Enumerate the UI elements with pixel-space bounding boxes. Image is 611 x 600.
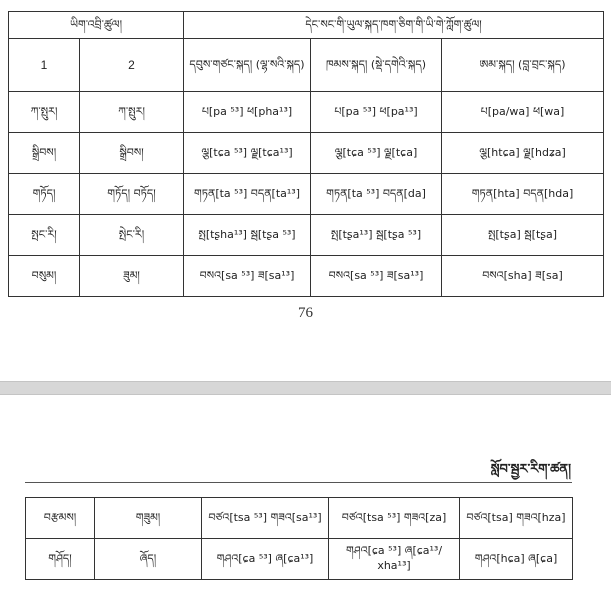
page-separator <box>0 381 611 395</box>
table-row <box>9 256 604 297</box>
table-cell: ཀ་སྤུར། <box>9 92 80 133</box>
table-cell: བཙའ[tsa] གཟའ[hza] <box>460 498 573 539</box>
table-cell: ལྕ[tɕa ⁵³] ལྗ[tɕa¹³] <box>184 133 311 174</box>
table-cell: གཤའ[hɕa] ཞ[ɕa] <box>460 539 573 580</box>
header-dialect-readings: དེང་སང་གི་ཡུལ་སྐད་ཁག་ཅིག་གི་ཡི་གེ་ཀློག་ཚུལ། <box>184 12 604 39</box>
table-cell: སྤང་རི། <box>9 215 80 256</box>
table-cell: བསའ[sa ⁵³] ཟ[sa¹³] <box>184 256 311 297</box>
table-cell: གཏོད། བཏོད། <box>80 174 184 215</box>
header-spelling: ཡིག་འབྲི་ཚུལ། <box>9 12 184 39</box>
header-rule <box>25 482 572 483</box>
table-cell: ཟུམ། <box>80 256 184 297</box>
table-cell: གཏན[ta ⁵³] བདན[da] <box>311 174 442 215</box>
subheader-col-2: 2 <box>80 39 184 92</box>
table-cell: གཟུམ། <box>95 498 202 539</box>
table-cell: བརྩམས། <box>26 498 95 539</box>
table-cell: བཙའ[tsa ⁵³] གཟའ[sa¹³] <box>202 498 329 539</box>
table-cell: པ[pa/wa] ཕ[wa] <box>442 92 604 133</box>
subheader-kham: ཁམས་སྐད། (སྡེ་དགེའི་སྐད) <box>311 39 442 92</box>
table-cell: ལྕ[htɕa] ལྗ[hdʑa] <box>442 133 604 174</box>
dialect-table-bottom <box>25 497 573 580</box>
subheader-u-tsang: དབུས་གཙང་སྐད། (ལྷ་སའི་སྐད) <box>184 39 311 92</box>
table-cell: བསུམ། <box>9 256 80 297</box>
table-cell: ཞོད། <box>95 539 202 580</box>
table-cell: གཤོད། <box>26 539 95 580</box>
table-cell: སྒྲིབས། <box>80 133 184 174</box>
running-head: སློབ་སྦྱར་རིག་ཚན། <box>490 462 571 477</box>
table-cell: པ[pa ⁵³] ཕ[pha¹³] <box>184 92 311 133</box>
table-cell: གཤའ[ɕa ⁵³] ཞ[ɕa¹³/ xha¹³] <box>329 539 460 580</box>
table-row <box>9 92 604 133</box>
table-cell: གཏན[hta] བདན[hda] <box>442 174 604 215</box>
table-cell: བསའ[sha] ཟ[sa] <box>442 256 604 297</box>
page-number: 76 <box>298 305 313 321</box>
table-cell: སྤ[tʂha¹³] སྦ[tʂa ⁵³] <box>184 215 311 256</box>
table-row <box>9 133 604 174</box>
dialect-table-top <box>8 11 604 297</box>
table-row <box>26 539 573 580</box>
table-cell: བཙའ[tsa ⁵³] གཟའ[za] <box>329 498 460 539</box>
table-row <box>9 174 604 215</box>
table-cell: གཤའ[ɕa ⁵³] ཞ[ɕa¹³] <box>202 539 329 580</box>
table-cell: གཏོད། <box>9 174 80 215</box>
table-cell: སྒྲིབས། <box>9 133 80 174</box>
subheader-amdo: ཨམ་སྐད། (བླ་བྲང་སྐད) <box>442 39 604 92</box>
table-cell: སྤ[tʂa¹³] སྦ[tʂa ⁵³] <box>311 215 442 256</box>
subheader-col-1: 1 <box>9 39 80 92</box>
table-cell: སྤེང་རི། <box>80 215 184 256</box>
table-cell: བསའ[sa ⁵³] ཟ[sa¹³] <box>311 256 442 297</box>
table-row <box>9 215 604 256</box>
table-cell: ཀ་སྤུར། <box>80 92 184 133</box>
table-cell: སྤ[tʂa] སྦ[tʂa] <box>442 215 604 256</box>
table-cell: གཏན[ta ⁵³] བདན[ta¹³] <box>184 174 311 215</box>
table-cell: པ[pa ⁵³] ཕ[pa¹³] <box>311 92 442 133</box>
table-cell: ལྕ[tɕa ⁵³] ལྗ[tɕa] <box>311 133 442 174</box>
table-row <box>26 498 573 539</box>
